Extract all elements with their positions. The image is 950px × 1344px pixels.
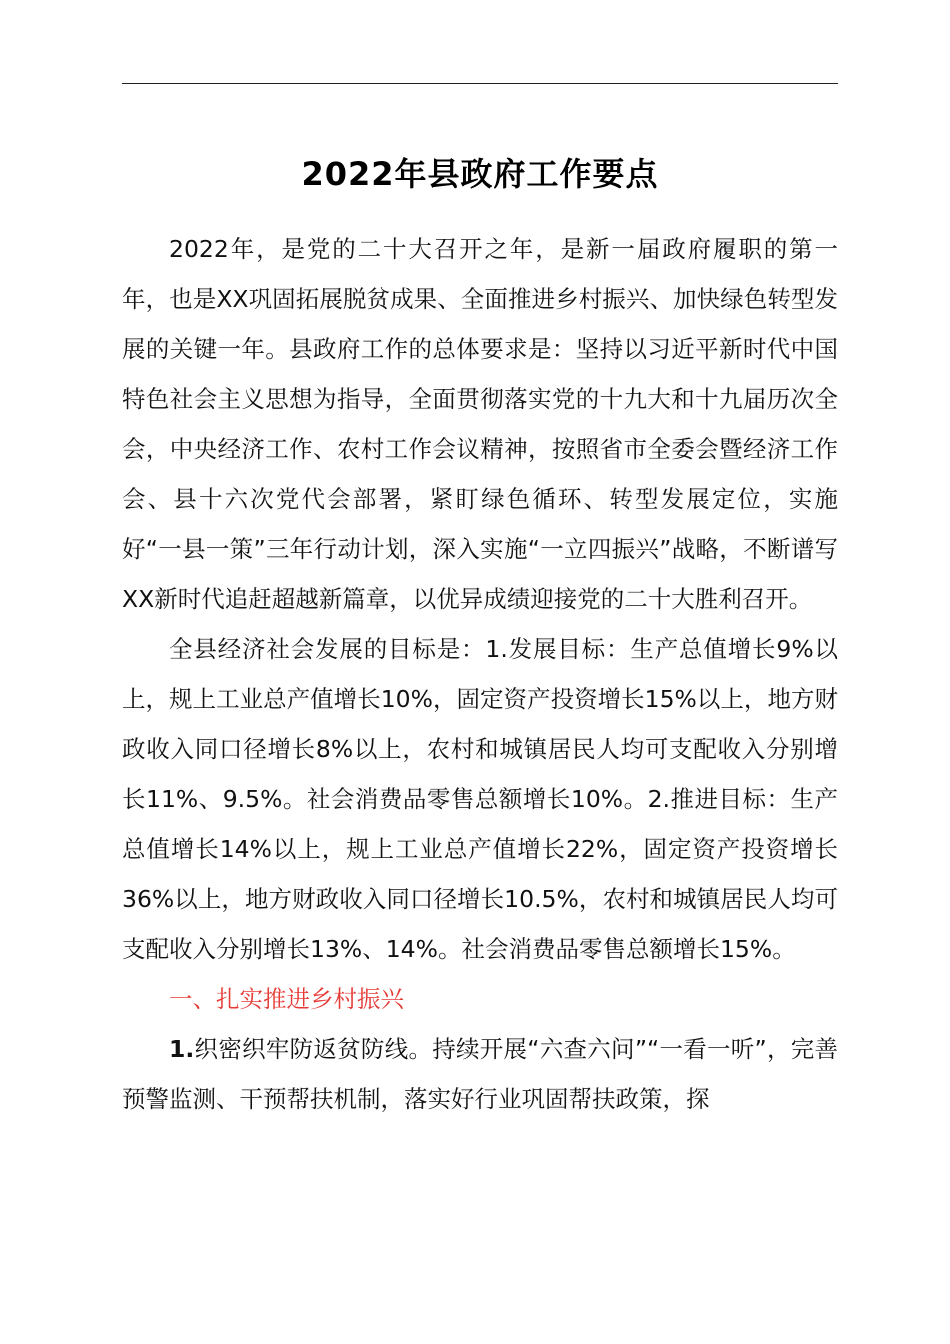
item-paragraph [122,1024,838,1124]
header-rule [122,83,838,84]
section-heading: 一、扎实推进乡村振兴 [169,985,404,1013]
intro-paragraph: 2022年，是党的二十大召开之年，是新一届政府履职的第一年，也是XX巩固拓展脱贫成果、全面推进乡村振兴、加快绿色转型发展的关键一年。县政府工作的总体要求是：坚持以习近平新时代中国特色社会主义思想为指导，全面贯彻落实党的十九大和十九届历次全会，中央经济工作、农村工作会议精神，按照省市全委会暨经济工作会、县十六次党代会部署，紧盯绿色循环、转型发展定位，实施好“一县一策”三年行动计划，深入实施“一立四振兴”战略，不断谱写XX新时代追赶超越新篇章，以优异成绩迎接党的二十大胜利召开。 [122,235,838,613]
goals-paragraph: 全县经济社会发展的目标是：1.发展目标：生产总值增长9%以上，规上工业总产值增长10%，固定资产投资增长15%以上，地方财政收入同口径增长8%以上，农村和城镇居民人均可支配收入分别增长11%、9.5%。社会消费品零售总额增长10%。2.推进目标：生产总值增长14%以上，规上工业总产值增长22%，固定资产投资增长36%以上，地方财政收入同口径增长10.5%，农村和城镇居民人均可支配收入分别增长13%、14%。社会消费品零售总额增长15%。 [122,635,838,963]
item-text: 织密织牢防返贫防线。持续开展“六查六问”“一看一听”，完善预警监测、干预帮扶机制，落实好行业巩固帮扶政策，探 [122,1035,838,1113]
document-body [122,224,838,1124]
item-number: 1. [169,1035,195,1063]
document-title: 2022年县政府工作要点 [301,155,659,193]
